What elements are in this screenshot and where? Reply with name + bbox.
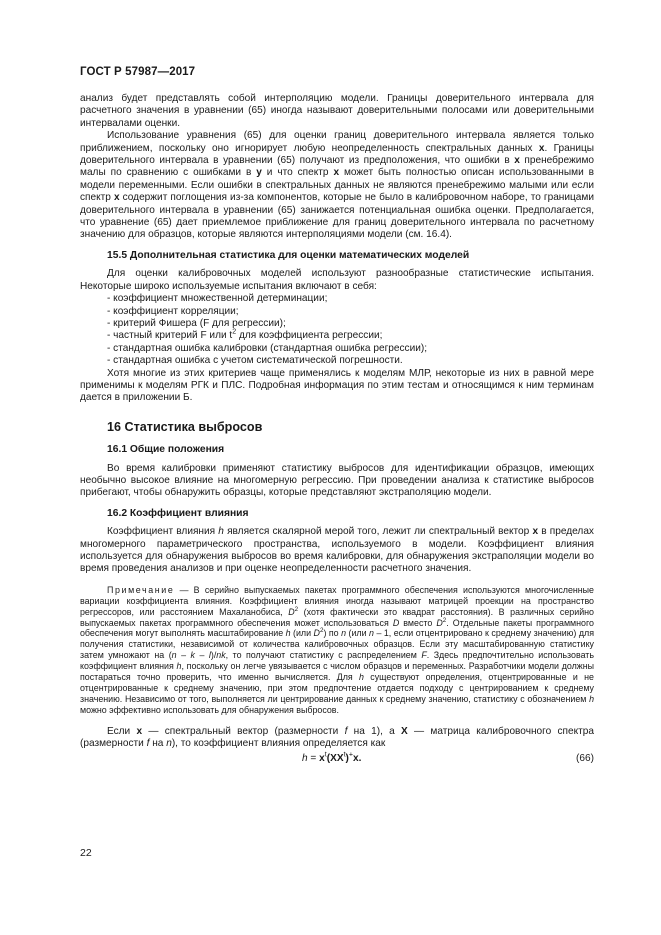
- section-16-2-heading: 16.2 Коэффициент влияния: [107, 507, 249, 519]
- paragraph-leverage: Коэффициент влияния h является скалярной мерой того, лежит ли спектральный вектор x в пределах многомерного параметрического пространства, используемого в модели. Коэффициент влияния используется для обнаружения выбросов во время калибровки, для обнаружения экстраполяции модели во время проведения анализов и при оценке неопределенности расчетного значения.: [80, 526, 594, 575]
- note-leverage: Примечание — В серийно выпускаемых пакетах программного обеспечения используются многочисленные вариации коэффициента влияния. Коэффициент влияния иногда называют матрицей проекции на пространство регрессоров, или расстоянием Махаланобиса, $D^2$ (хотя фактически это квадрат расстояния). В различных серийно выпускаемых пакетах программного обеспечения может использоваться D вместо $D^2$. Отдельные пакеты программного обеспечения могут выполнять масштабирование h (или $D^2$) по n (или n – 1, если отцентрировано к среднему значению) для получения статистики, независимой от количества калибровочных образцов. Если эту масштабированную статистику затем умножают на (n – k – l)/nk, то получают статистику с распределением F. Здесь предпочтительно использовать коэффициент влияния h, поскольку он легче увязывается с числом образцов и переменных. Разработчики модели должны постараться точно проверить, что именно вычисляется. Для h существуют определения, отцентрированные и не отцентрированные к среднему значению, при этом предпочтение отдается подходу с центрированием к среднему значению. Независимо от того, выполняется ли центрирование данных к среднему значению, статистику с обозначением h можно эффективно использовать для обнаружения выбросов.: [80, 584, 595, 715]
- formula-expression: $h = x^t(XX^t)^+x$.: [302, 751, 362, 764]
- paragraph-statistical-tests: Для оценки калибровочных моделей используют разнообразные статистические испытания. Некоторые широко используемые испытания включают в себя:: [80, 268, 594, 292]
- tests-list: [80, 293, 594, 367]
- paragraph-mlr-models: Хотя многие из этих критериев чаще применялись к моделям МЛР, некоторые из них в равной мере применимы к моделям РГК и ПЛС. Подробная информация по этим тестам и относящимся к ним терминам дается в приложении Б.: [80, 367, 594, 404]
- list-item: - частный критерий F или $t^2$ для коэффициента регрессии;: [107, 328, 383, 342]
- list-item: - стандартная ошибка калибровки (стандартная ошибка регрессии);: [107, 342, 428, 354]
- section-16-heading: 16 Статистика выбросов: [107, 419, 263, 434]
- paragraph-equation-65: Использование уравнения (65) для оценки границ доверительного интервала является только приближением, поскольку оно игнорирует любую неопределенность спектральных данных x. Границы доверительного интервала в уравнении (65) получают из предположения, что ошибки в x пренебрежимо малы по сравнению с ошибками в y и что спектр x может быть полностью описан использованными в модели переменными. Если ошибки в спектральных данных не являются пренебрежимо малыми или если спектр x содержит поглощения из-за компонентов, которые не было в калибровочном наборе, то границами доверительного интервала в уравнении (65) занижается потенциальная ошибка оценки. Предполагается, что уравнение (65) дает приемлемое приближение для границ доверительного интервала по расчетному значению для образцов, которые являются интерполяциями модели (см. 16.4).: [80, 130, 594, 241]
- paragraph-outlier-statistics: Во время калибровки применяют статистику выбросов для идентификации образцов, имеющих необычно высокое влияние на многомерную регрессию. При проведении анализа к статистике выбросов прибегают, чтобы обнаружить образцы, которые представляют экстраполяцию модели.: [80, 462, 594, 499]
- paragraph-leverage-definition: Если x — спектральный вектор (размерности f на 1), а X — матрица калибровочного спектра (размерности f на n), то коэффициент влияния определяется как: [80, 725, 594, 750]
- document-header: ГОСТ Р 57987—2017: [80, 66, 196, 78]
- formula-number: (66): [576, 752, 594, 764]
- document-body: [80, 93, 594, 767]
- list-item: - коэффициент корреляции;: [107, 305, 239, 317]
- list-item: - критерий Фишера (F для регрессии);: [107, 317, 286, 329]
- page-number: 22: [80, 847, 92, 859]
- paragraph-interpolation: анализ будет представлять собой интерполяцию модели. Границы доверительного интервала для расчетного значения в уравнении (65) иногда называют доверительными полосами или доверительными интервалами оценки.: [80, 93, 594, 129]
- list-item: - стандартная ошибка с учетом систематической погрешности.: [107, 355, 403, 367]
- section-16-1-heading: 16.1 Общие положения: [107, 444, 225, 456]
- formula-66: [80, 753, 594, 767]
- section-15-5-heading: 15.5 Дополнительная статистика для оценки математических моделей: [107, 249, 470, 261]
- list-item: - коэффициент множественной детерминации;: [107, 293, 328, 305]
